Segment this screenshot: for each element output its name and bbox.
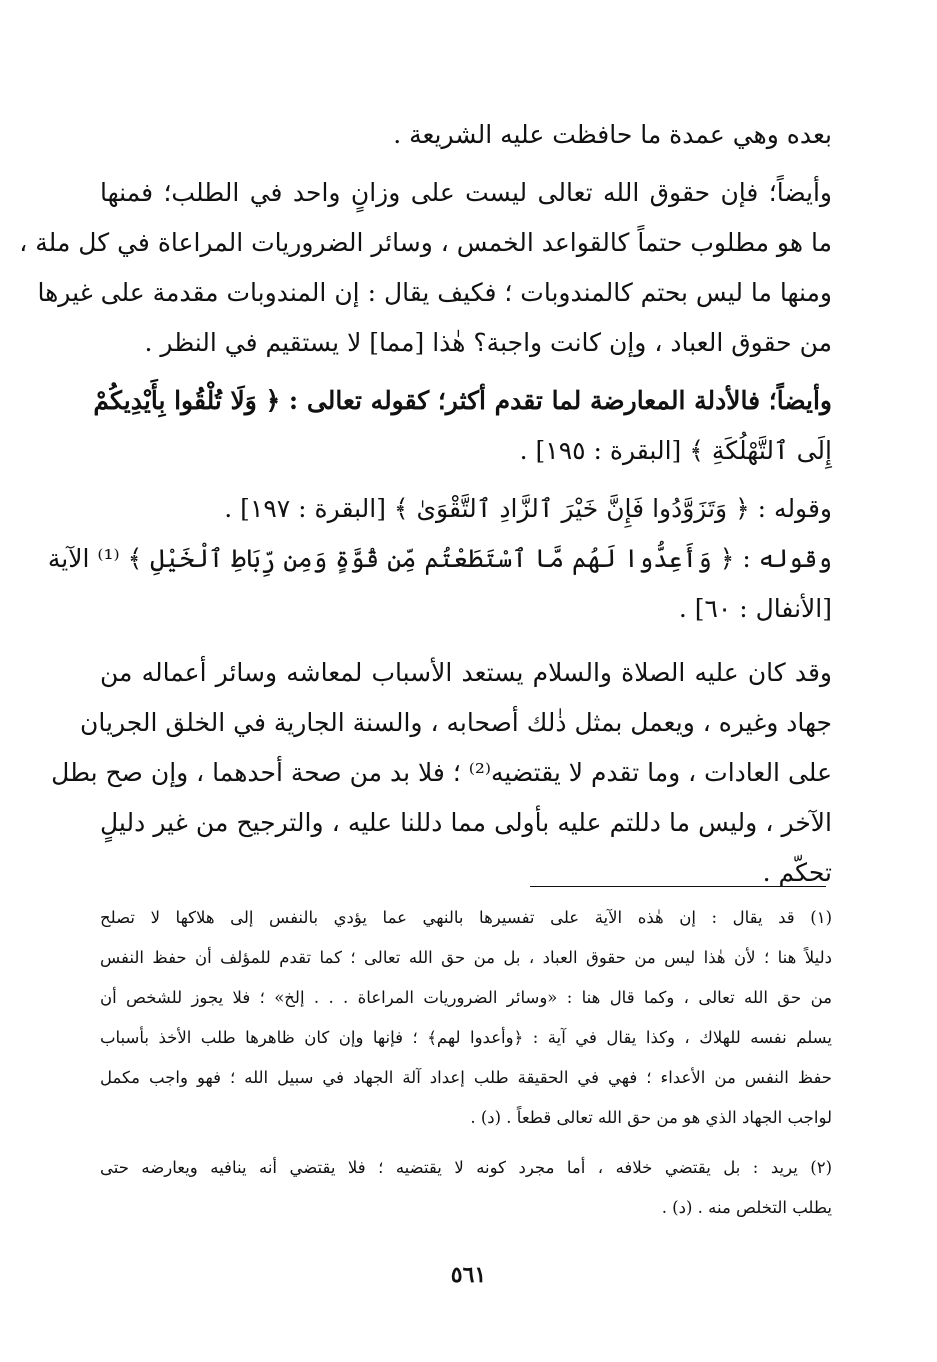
footnote-line: (١) قد يقال : إن هٰذه الآية على تفسيرها بالنهي عما يؤدي بالنفس إلى هلاكها لا تصلح <box>100 908 832 927</box>
main-text <box>19 110 833 898</box>
text-line: تحكّم . <box>762 858 832 887</box>
footnote-line: لواجب الجهاد الذي هو من حق الله تعالى قطعاً . (د) . <box>470 1108 832 1127</box>
text-line: وقد كان عليه الصلاة والسلام يستعد الأسباب لمعاشه وسائر أعماله من <box>100 658 833 687</box>
text-line: وأيضاً؛ فالأدلة المعارضة لما تقدم أكثر؛ كقوله تعالى : ﴿ وَلَا تُلْقُوا بِأَيْدِيكُمْ <box>93 386 832 415</box>
text-line: جهاد وغيره ، ويعمل بمثل ذٰلك أصحابه ، والسنة الجارية في الخلق الجريان <box>80 708 832 737</box>
text-line: وقوله : ﴿ وَأَعِدُّوا لَهُم مَّا ٱسْتَطَعْتُم مِّن قُوَّةٍ وَمِن رِّبَاطِ ٱلْخَيْلِ ﴾ ⁽¹⁾ الآية <box>47 544 832 573</box>
footnotes <box>100 898 832 1228</box>
footnote-line: يطلب التخلص منه . (د) . <box>661 1198 832 1217</box>
text-line: وقوله : ﴿ وَتَزَوَّدُوا فَإِنَّ خَيْرَ ٱلزَّادِ ٱلتَّقْوَىٰ ﴾ [البقرة : ١٩٧] . <box>224 494 832 523</box>
page-number: ٥٦١ <box>450 1262 487 1288</box>
text-line: [الأنفال : ٦٠] . <box>678 594 832 623</box>
text-line: إِلَى ٱلتَّهْلُكَةِ ﴾ [البقرة : ١٩٥] . <box>519 436 832 465</box>
text-line: ومنها ما ليس بحتم كالمندوبات ؛ فكيف يقال : إن المندوبات مقدمة على غيرها <box>37 278 832 307</box>
footnote-line: دليلاً هنا ؛ لأن هٰذا ليس من حقوق العباد ، بل من حق الله تعالى ؛ كما تقدم للمؤلف أن حفظ النفس <box>100 948 832 967</box>
footnote-line: يسلم نفسه للهلاك ، وكذا يقال في آية : ﴿وأعدوا لهم﴾ ؛ فإنها وإن كان ظاهرها طلب الأخذ بأسباب <box>100 1028 832 1047</box>
footnote-line: حفظ النفس من الأعداء ؛ فهي في الحقيقة طلب إعداد آلة الجهاد في سبيل الله ؛ فهو واجب مكمل <box>100 1068 832 1087</box>
footnote-line: (٢) يريد : بل يقتضي خلافه ، أما مجرد كونه لا يقتضيه ؛ فلا يقتضي أنه ينافيه ويعارضه حتى <box>100 1158 832 1177</box>
footnote-line: من حق الله تعالى ، وكما قال هنا : «وسائر الضروريات المراعاة . . . إلخ» ؛ فلا يجوز للشخص أن <box>100 988 832 1007</box>
text-line: من حقوق العباد ، وإن كانت واجبة؟ هٰذا [مما] لا يستقيم في النظر . <box>144 328 832 357</box>
text-line: ما هو مطلوب حتماً كالقواعد الخمس ، وسائر الضروريات المراعاة في كل ملة ، <box>19 228 832 257</box>
text-line: الآخر ، وليس ما دللتم عليه بأولى مما دللنا عليه ، والترجيح من غير دليلٍ <box>100 808 832 837</box>
text-line: على العادات ، وما تقدم لا يقتضيه⁽²⁾ ؛ فلا بد من صحة أحدهما ، وإن صح بطل <box>51 758 832 787</box>
footnote-divider <box>530 886 826 887</box>
text-line: بعده وهي عمدة ما حافظت عليه الشريعة . <box>393 120 832 149</box>
text-line: وأيضاً؛ فإن حقوق الله تعالى ليست على وزانٍ واحد في الطلب؛ فمنها <box>100 178 832 207</box>
